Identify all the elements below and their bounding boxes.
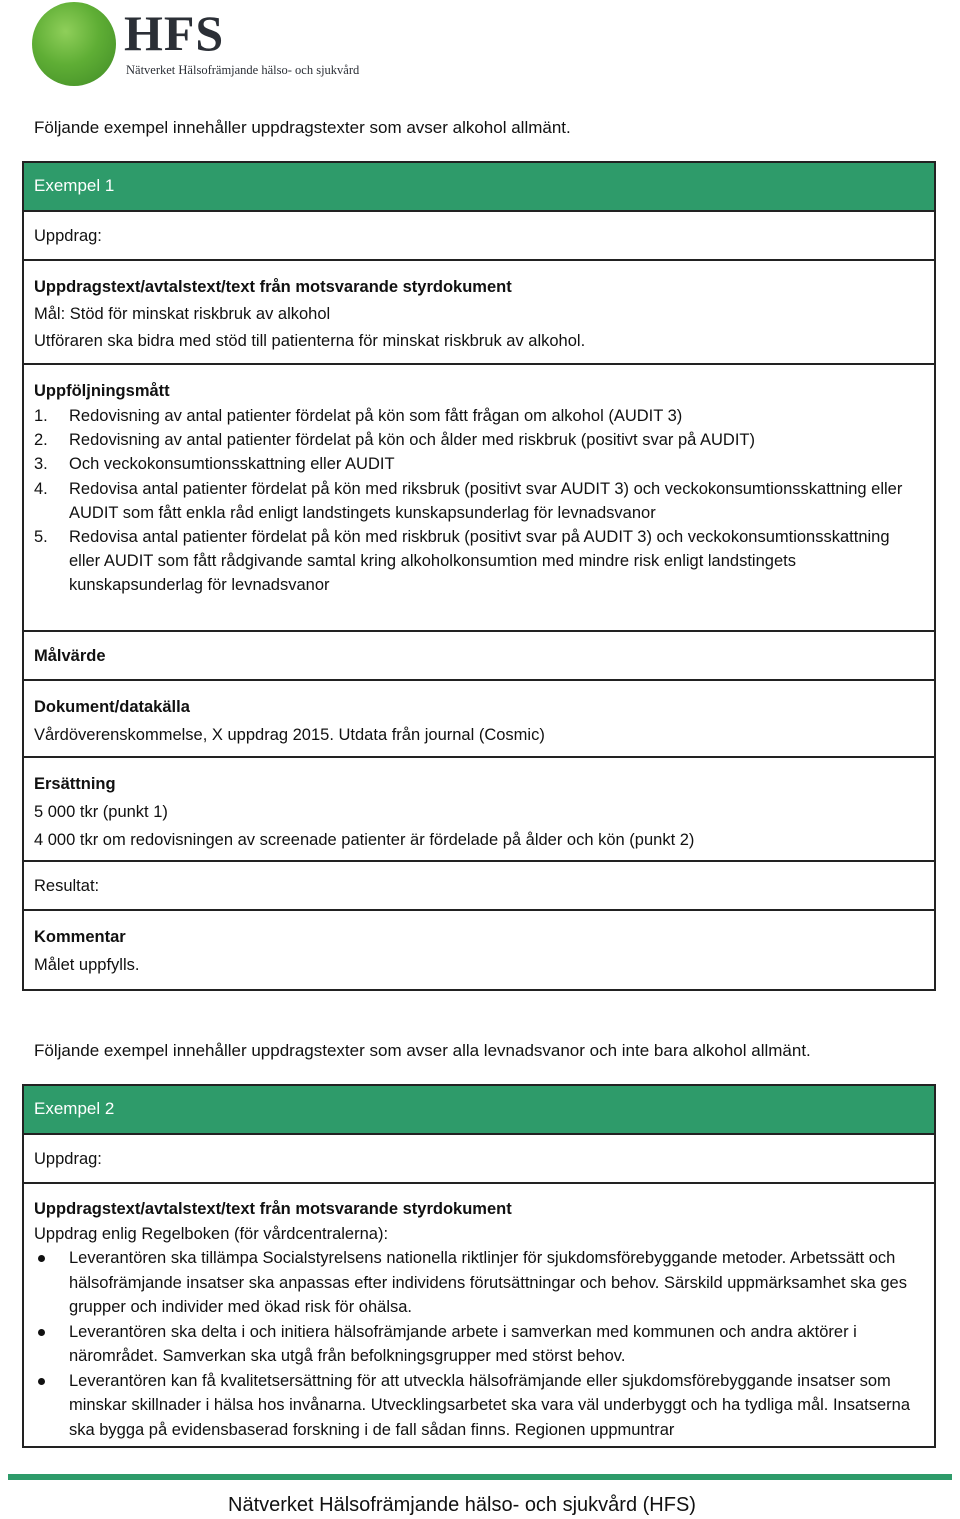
example-1-table	[22, 161, 936, 991]
list-item-number: 4.	[34, 479, 48, 498]
example-1-dokument-row	[24, 681, 934, 758]
bullet-icon	[34, 1369, 69, 1443]
intro-text-1: Följande exempel innehåller uppdragstexter som avser alkohol allmänt.	[34, 118, 571, 137]
dokument-text: Vårdöverenskommelse, X uppdrag 2015. Utdata från journal (Cosmic)	[34, 726, 545, 744]
hfs-logo	[32, 2, 392, 92]
list-item-number: 2.	[34, 431, 48, 450]
dokument-heading: Dokument/datakälla	[34, 698, 190, 716]
kommentar-heading: Kommentar	[34, 928, 126, 946]
list-item	[34, 452, 924, 476]
uppdragstext-heading: Uppdragstext/avtalstext/text från motsvarande styrdokument	[34, 278, 512, 296]
uppdrag-label: Uppdrag:	[34, 227, 102, 245]
uppdragstext-line: Utföraren ska bidra med stöd till patienterna för minskat riskbruk av alkohol.	[34, 332, 586, 350]
example-1-resultat-row	[24, 862, 934, 911]
example-1-uppfoljning-row	[24, 365, 934, 632]
example-1-uppdragstext-row	[24, 261, 934, 365]
example-1-header	[24, 163, 934, 212]
list-item-number: 3.	[34, 455, 48, 474]
example-2-header	[24, 1086, 934, 1135]
list-item	[34, 404, 924, 428]
ersattning-line: 4 000 tkr om redovisningen av screenade patienter är fördelade på ålder och kön (punkt 2)	[34, 831, 695, 849]
bullet-item	[34, 1320, 924, 1369]
resultat-label: Resultat:	[34, 877, 100, 895]
kommentar-text: Målet uppfylls.	[34, 956, 140, 974]
list-item	[34, 525, 924, 598]
list-item-text: Redovisa antal patienter fördelat på kön med riskbruk (positivt svar på AUDIT 3) och veckokonsumtionsskattning eller AUDIT som fått rådgivande samtal kring alkoholkonsumtion med mindre risk enligt landstingets kunskapsunderlag för levnadsvanor	[69, 528, 890, 595]
example-2-table	[22, 1084, 936, 1448]
bullet-icon	[34, 1320, 69, 1369]
list-item	[34, 428, 924, 452]
example-2-uppdragstext-row	[24, 1184, 934, 1442]
list-item	[34, 477, 924, 525]
bullet-item	[34, 1246, 924, 1320]
ersattning-line: 5 000 tkr (punkt 1)	[34, 803, 168, 821]
footer-text: Nätverket Hälsofrämjande hälso- och sjukvård (HFS)	[228, 1494, 696, 1516]
example-1-malvarde-row	[24, 632, 934, 681]
logo-circle-icon	[32, 2, 116, 86]
uppfoljning-heading: Uppföljningsmått	[34, 382, 170, 400]
ersattning-heading: Ersättning	[34, 775, 116, 793]
example-2-title: Exempel 2	[34, 1099, 115, 1119]
logo-abbreviation: HFS	[124, 5, 225, 61]
uppdragstext-heading: Uppdragstext/avtalstext/text från motsvarande styrdokument	[34, 1200, 512, 1218]
malvarde-heading: Målvärde	[34, 647, 106, 665]
bullet-text: Leverantören kan få kvalitetsersättning för att utveckla hälsofrämjande eller sjukdomsförebyggande insatser som minskar skillnader i hälsa hos invånarna. Utvecklingsarbetet ska vara väl underbyggt och ha tydliga mål. Insatserna ska bygga på evidensbaserad forskning i de fall sådan finns. Regionen uppmuntrar	[69, 1371, 911, 1439]
logo-full-name: Nätverket Hälsofrämjande hälso- och sjukvård	[126, 63, 360, 77]
example-1-title: Exempel 1	[34, 176, 115, 196]
example-2-uppdrag-row	[24, 1135, 934, 1184]
bullet-text: Leverantören ska delta i och initiera hälsofrämjande arbete i samverkan med kommunen och andra aktörer i närområdet. Samverkan ska utgå från befolkningsgrupper med störst behov.	[69, 1322, 857, 1365]
example-1-uppdrag-row	[24, 212, 934, 261]
uppdrag-label: Uppdrag:	[34, 1150, 102, 1168]
list-item-number: 1.	[34, 407, 48, 425]
example-1-ersattning-row	[24, 758, 934, 862]
list-item-text: Redovisning av antal patienter fördelat på kön och ålder med riskbruk (positivt svar på AUDIT)	[69, 431, 755, 450]
bullet-item	[34, 1369, 924, 1443]
list-item-text: Redovisa antal patienter fördelat på kön med riksbruk (positivt svar AUDIT 3) och veckokonsumtionsskattning eller AUDIT som fått enkla råd enligt landstingets kunskapsunderlag för levnadsvanor	[69, 479, 903, 522]
bullet-icon	[34, 1246, 69, 1320]
intro-text-2: Följande exempel innehåller uppdragstexter som avser alla levnadsvanor och inte bara alkohol allmänt.	[34, 1041, 811, 1060]
example-1-kommentar-row	[24, 911, 934, 979]
uppdragstext-line: Mål: Stöd för minskat riskbruk av alkohol	[34, 305, 331, 323]
list-item-text: Och veckokonsumtionsskattning eller AUDIT	[69, 455, 395, 474]
footer-divider	[8, 1474, 952, 1480]
uppdragstext-intro: Uppdrag enlig Regelboken (för vårdcentralerna):	[34, 1224, 389, 1243]
list-item-text: Redovisning av antal patienter fördelat på kön som fått frågan om alkohol (AUDIT 3)	[69, 407, 683, 425]
list-item-number: 5.	[34, 528, 48, 547]
bullet-text: Leverantören ska tillämpa Socialstyrelsens nationella riktlinjer för sjukdomsförebyggande metoder. Arbetssätt och hälsofrämjande insatser ska anpassas efter individens förutsättningar och behov. Särskild uppmärksamhet ska ges grupper och individer med ökad risk för ohälsa.	[69, 1249, 907, 1316]
